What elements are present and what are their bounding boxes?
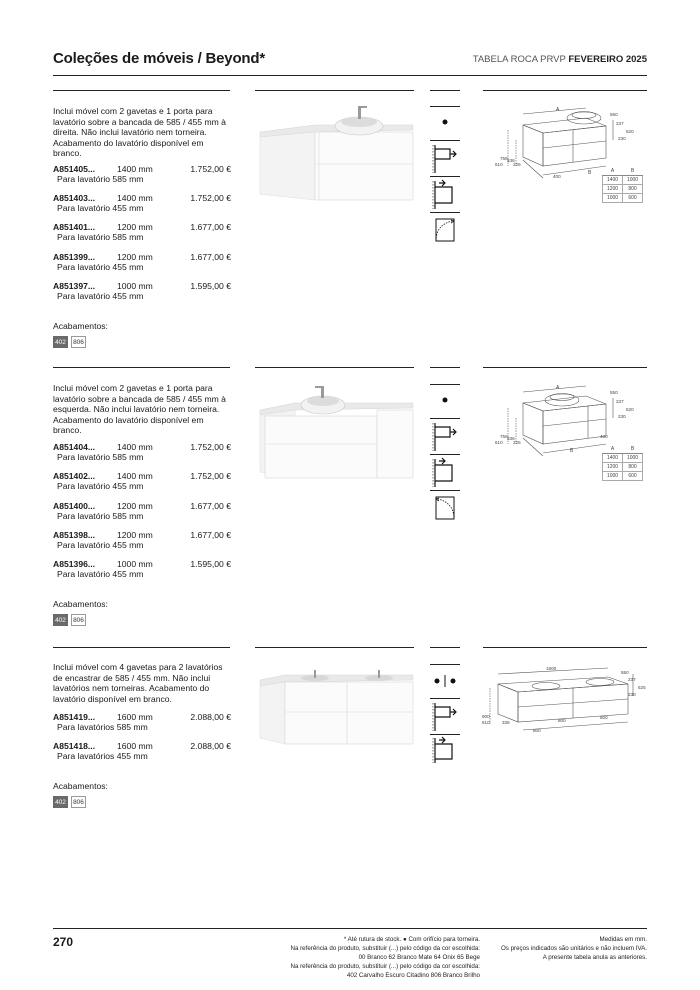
svg-text:230: 230: [618, 414, 626, 419]
svg-text:610: 610: [495, 162, 503, 167]
svg-text:756: 756: [500, 434, 508, 439]
section-divider: [430, 647, 460, 648]
section-divider: [483, 367, 647, 368]
svg-text:237: 237: [616, 121, 624, 126]
svg-text:550: 550: [610, 112, 618, 117]
svg-text:756: 756: [500, 156, 508, 161]
svg-text:900: 900: [482, 714, 490, 719]
section-description: Inclui móvel com 4 gavetas para 2 lavatórios de encastrar de 585 / 455 mm. Não inclui lavatórios nem torneiras. Acabamento do lavatório disponível em branco.: [53, 662, 223, 704]
section-description: Inclui móvel com 2 gavetas e 1 porta para lavatório sobre a bancada de 585 / 455 mm à direita. Não inclui lavatório nem torneira. Acabamento do lavatório disponível em branco.: [53, 106, 226, 159]
svg-text:B: B: [588, 170, 592, 176]
wall-drawer-open-icon: [430, 734, 460, 765]
double-vanity-image: [255, 658, 415, 753]
svg-text:400: 400: [553, 174, 561, 179]
section-divider: [430, 90, 460, 91]
page-number: 270: [53, 935, 74, 949]
svg-text:237: 237: [628, 677, 636, 682]
wall-drawer-icon: [430, 418, 460, 455]
finishes-label: Acabamentos:: [53, 781, 108, 791]
door-swing-icon: [430, 212, 460, 247]
svg-text:225: 225: [513, 440, 521, 445]
finish-swatch-402: 402: [53, 796, 68, 808]
svg-text:520: 520: [626, 407, 634, 412]
svg-text:336: 336: [502, 720, 510, 725]
svg-text:A: A: [556, 385, 560, 391]
dimension-table: A B 1400 1000 1200 800 1000 600: [602, 167, 643, 203]
bullet-icon: ●: [402, 936, 407, 943]
wall-drawer-icon: [430, 698, 460, 735]
svg-text:225: 225: [513, 162, 521, 167]
finish-swatch-806: 806: [71, 614, 86, 626]
svg-text:237: 237: [616, 399, 624, 404]
section-divider: [255, 367, 414, 368]
svg-text:1600: 1600: [546, 666, 557, 671]
footer-notes: * Até rutura de stock. ● Com orifício para torneira. Na referência do produto, substituir (...) pelo código da cor escolhida: 00 Branco 62 Branco Mate 64 Onix 65 Bege Na referência do produto, substituir (...) pelo código da cor escolhida: 402 Carvalho Escuro Citadino 806 Branco Brilho: [290, 936, 480, 979]
technical-drawing: [478, 662, 650, 742]
svg-text:550: 550: [610, 390, 618, 395]
finish-swatch-402: 402: [53, 614, 68, 626]
svg-text:800: 800: [533, 728, 541, 733]
header-divider: [53, 75, 647, 76]
svg-text:A: A: [556, 107, 560, 113]
svg-text:800: 800: [600, 715, 608, 720]
svg-text:800: 800: [558, 718, 566, 723]
section-divider: [483, 90, 647, 91]
section-divider: [53, 367, 230, 368]
vanity-basin-right-image: [255, 100, 415, 210]
dimension-table: A B 1400 1000 1200 800 1000 600: [602, 445, 643, 481]
section-description: Inclui móvel com 2 gavetas e 1 porta para lavatório sobre a bancada de 585 / 455 mm à esquerda. Não inclui lavatório nem torneira. Acabamento do lavatório disponível em branco.: [53, 383, 226, 436]
section-divider: [255, 647, 414, 648]
faucet-hole-icon: [430, 106, 460, 137]
vanity-basin-left-image: [255, 378, 415, 488]
svg-text:610: 610: [495, 440, 503, 445]
svg-text:550: 550: [621, 670, 629, 675]
finish-swatch-806: 806: [71, 336, 86, 348]
faucet-hole-icon: [430, 384, 460, 415]
section-divider: [53, 90, 230, 91]
svg-text:610: 610: [482, 720, 490, 725]
svg-text:525: 525: [638, 685, 646, 690]
section-divider: [255, 90, 414, 91]
footer-legal: Medidas em mm. Os preços indicados são unitários e não incluem IVA. A presente tabela anula as anteriores.: [500, 936, 647, 961]
finish-swatch-402: 402: [53, 336, 68, 348]
finishes-label: Acabamentos:: [53, 599, 108, 609]
door-swing-icon: [430, 490, 460, 525]
svg-text:B: B: [570, 448, 574, 454]
svg-text:336: 336: [507, 436, 515, 441]
svg-text:400: 400: [600, 434, 608, 439]
finish-swatch-806: 806: [71, 796, 86, 808]
svg-text:230: 230: [628, 692, 636, 697]
svg-text:230: 230: [618, 136, 626, 141]
svg-text:336: 336: [507, 158, 515, 163]
page-title: Coleções de móveis / Beyond*: [53, 50, 265, 67]
wall-drawer-open-icon: [430, 176, 460, 213]
footer-divider: [53, 928, 647, 929]
wall-drawer-open-icon: [430, 454, 460, 491]
header-catalog-label: TABELA ROCA PRVP FEVEREIRO 2025: [472, 54, 647, 65]
wall-drawer-icon: [430, 140, 460, 177]
section-divider: [53, 647, 230, 648]
double-faucet-hole-icon: [430, 664, 460, 695]
svg-text:520: 520: [626, 129, 634, 134]
finishes-label: Acabamentos:: [53, 321, 108, 331]
section-divider: [483, 647, 647, 648]
section-divider: [430, 367, 460, 368]
